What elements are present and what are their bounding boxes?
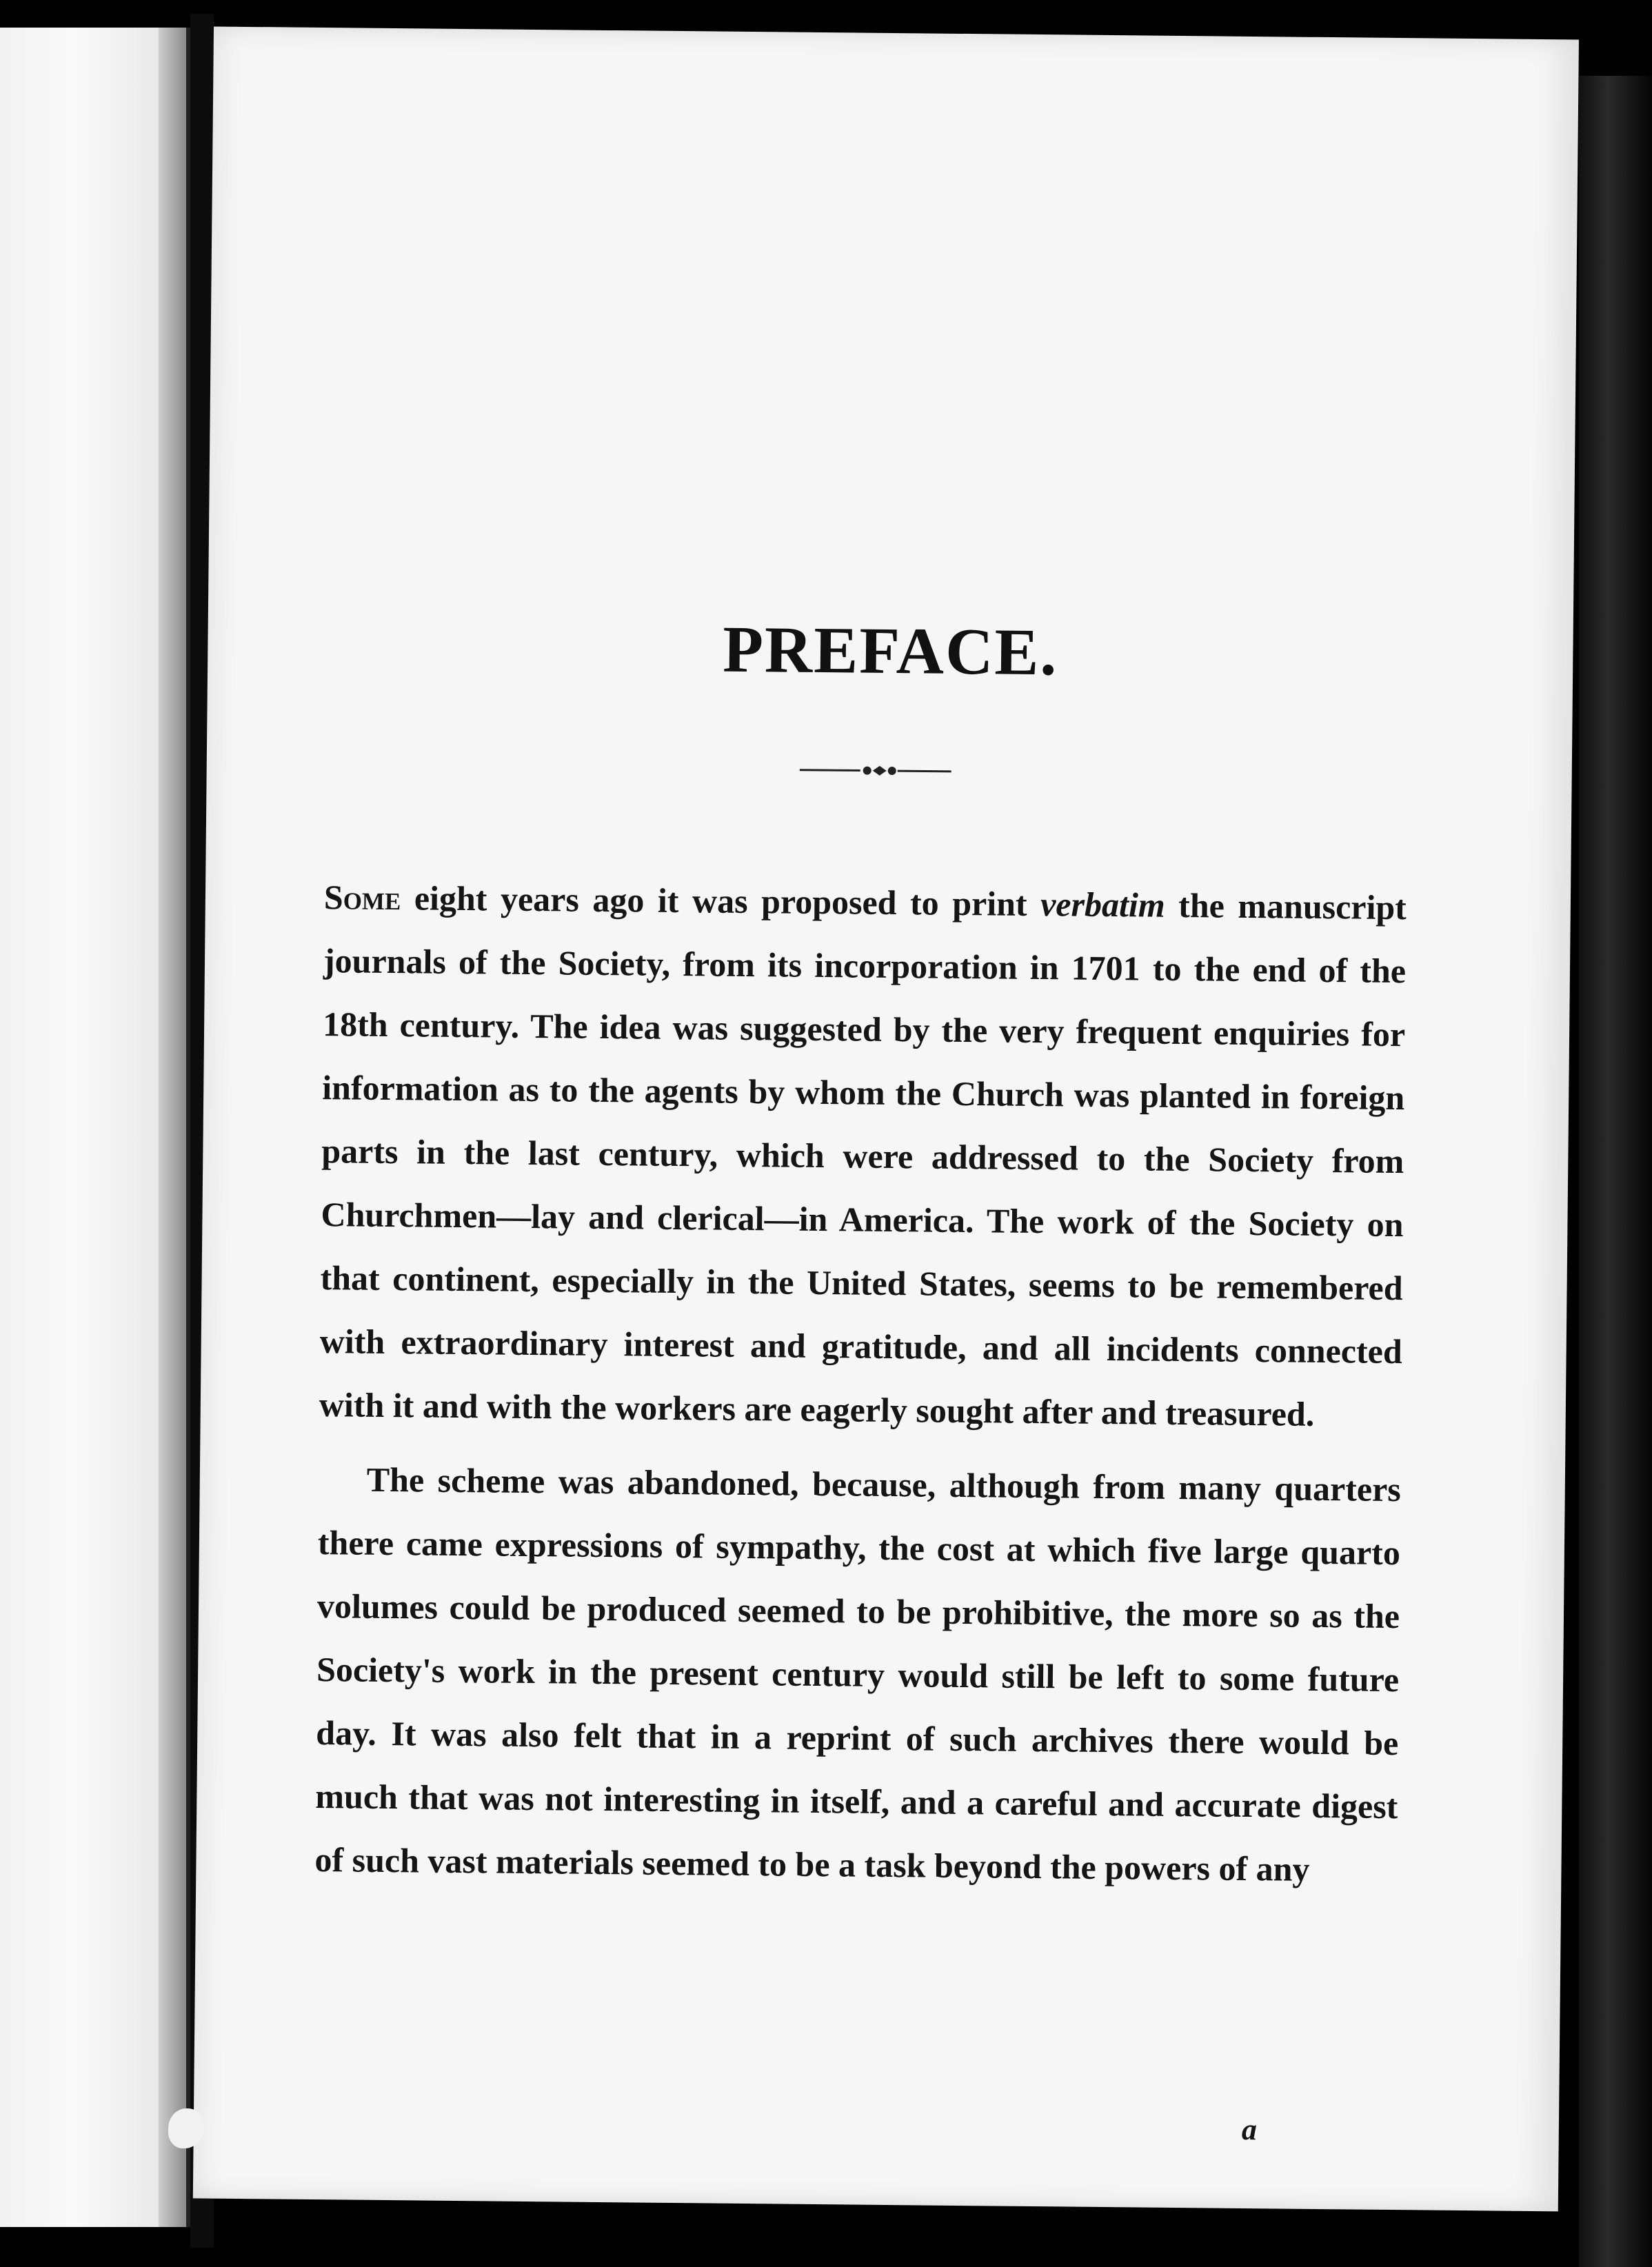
preface-body	[314, 865, 1407, 1902]
preface-page	[193, 26, 1579, 2211]
paragraph-1	[319, 865, 1407, 1447]
right-page-edge	[1579, 76, 1652, 2267]
left-page-edge	[0, 28, 190, 2227]
paragraph-2: The scheme was abandoned, because, although from many quarters there came expressions of sympathy, the cost at which five large quarto volumes could be produced seemed to be prohibitive, the more so as the Society's work in the present century would still be left to some future day. It was also felt that in a reprint of such archives there would be much that was not interesting in itself, and a careful and accurate digest of such vast materials seemed to be a task beyond the powers of any	[314, 1460, 1402, 1888]
paragraph-1-lead-word: Some	[323, 878, 401, 918]
signature-mark: a	[1241, 2112, 1258, 2147]
left-page-fold	[159, 28, 186, 2227]
page-heading: PREFACE.	[722, 612, 1058, 689]
paragraph-1-text: eight years ago it was proposed to print	[401, 878, 1041, 924]
paragraph-1-italic-word: verbatim	[1040, 885, 1165, 925]
divider-ornament	[800, 760, 951, 782]
paragraph-1-rest: the manuscript journals of the Society, from its incorporation in 1701 to the end of the 18th century. The idea was suggested by the very frequent enquiries for information as to the agents by whom the Church was planted in foreign parts in the last century, which were addressed to the Society from Churchmen—lay and clerical—in America. The work of the Society on that continent, especially in the United States, seems to be remembered with extraordinary interest and gratitude, and all incidents connected with it and with the workers are eagerly sought after and treasured.	[319, 885, 1407, 1433]
